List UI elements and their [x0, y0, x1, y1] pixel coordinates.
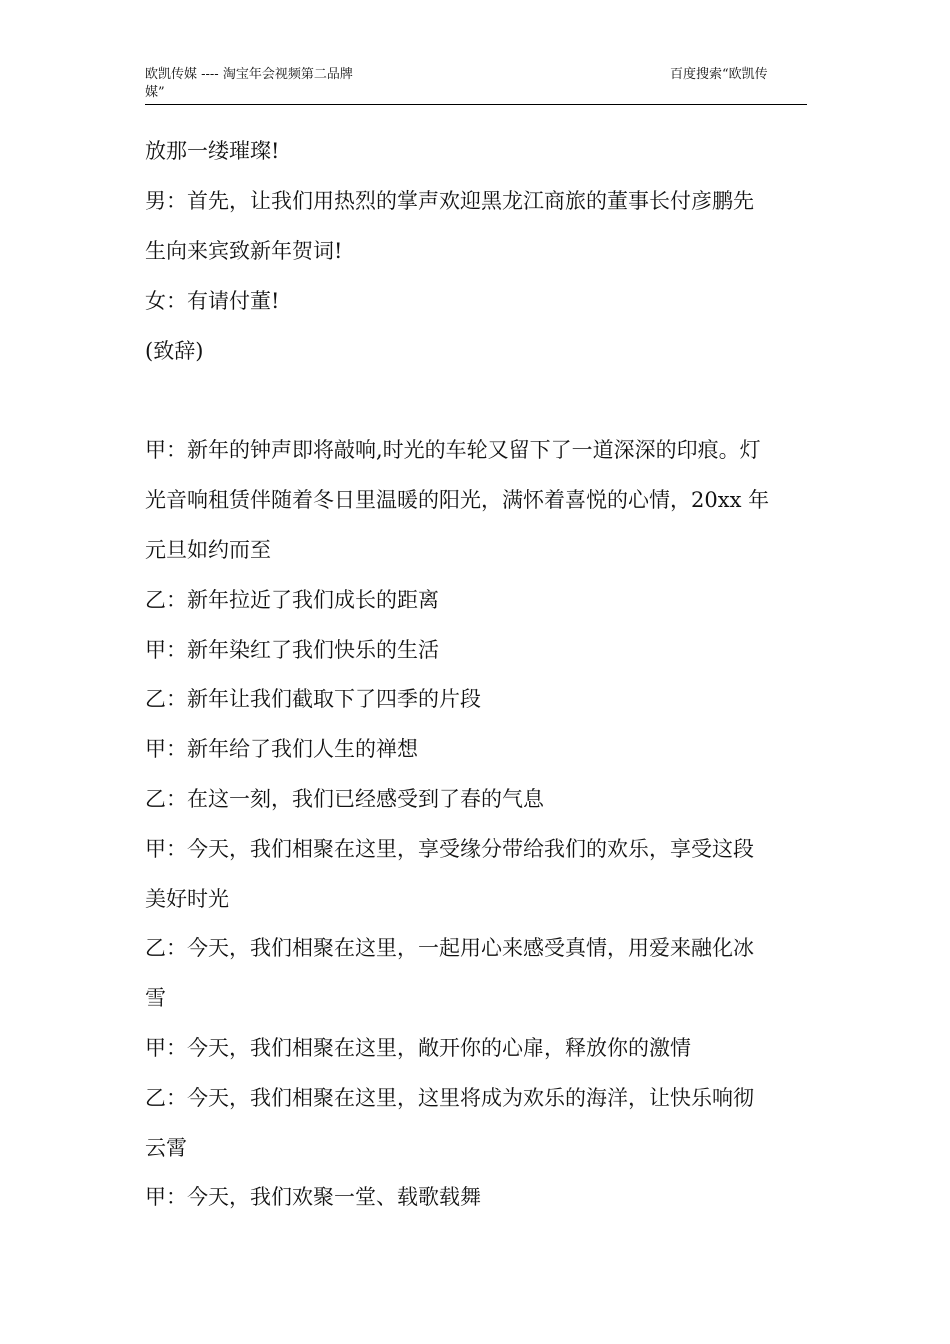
text-line: 甲：新年给了我们人生的禅想 [145, 737, 418, 761]
text-line: 生向来宾致新年贺词! [145, 239, 343, 263]
header-search-hint: 百度搜索“欧凯传 [670, 67, 768, 82]
text-line: 放那一缕璀璨! [145, 139, 280, 163]
page-header [145, 66, 807, 105]
text-line: 甲：今天，我们欢聚一堂、载歌载舞 [145, 1185, 481, 1209]
text-line: 女：有请付董! [145, 289, 280, 313]
text-line: 元旦如约而至 [145, 538, 271, 562]
text-line: 云霄 [145, 1136, 187, 1160]
header-brand-line: 欧凯传媒 ---- 淘宝年会视频第二品牌 [145, 67, 353, 82]
text-line: 乙：在这一刻，我们已经感受到了春的气息 [145, 787, 544, 811]
text-line: 甲：今天，我们相聚在这里，敞开你的心扉，释放你的激情 [145, 1036, 691, 1060]
text-line: 美好时光 [145, 887, 229, 911]
text-line: 乙：新年拉近了我们成长的距离 [145, 588, 439, 612]
text-line: 光音响租赁伴随着冬日里温暖的阳光，满怀着喜悦的心情，20xx 年 [145, 488, 770, 512]
text-line: 雪 [145, 986, 166, 1010]
text-line: 乙：今天，我们相聚在这里，一起用心来感受真情，用爱来融化冰 [145, 936, 754, 960]
text-line: 乙：今天，我们相聚在这里，这里将成为欢乐的海洋，让快乐响彻 [145, 1086, 754, 1110]
text-line: 甲：新年染红了我们快乐的生活 [145, 638, 439, 662]
text-line: 甲：今天，我们相聚在这里，享受缘分带给我们的欢乐，享受这段 [145, 837, 754, 861]
header-left-text [145, 66, 395, 102]
text-line: 甲：新年的钟声即将敲响,时光的车轮又留下了一道深深的印痕。灯 [145, 438, 761, 462]
header-brand-line-cont: 媒” [145, 85, 165, 100]
text-line: (致辞) [145, 339, 204, 363]
text-line: 男：首先，让我们用热烈的掌声欢迎黑龙江商旅的董事长付彦鹏先 [145, 189, 754, 213]
text-line: 乙：新年让我们截取下了四季的片段 [145, 687, 481, 711]
